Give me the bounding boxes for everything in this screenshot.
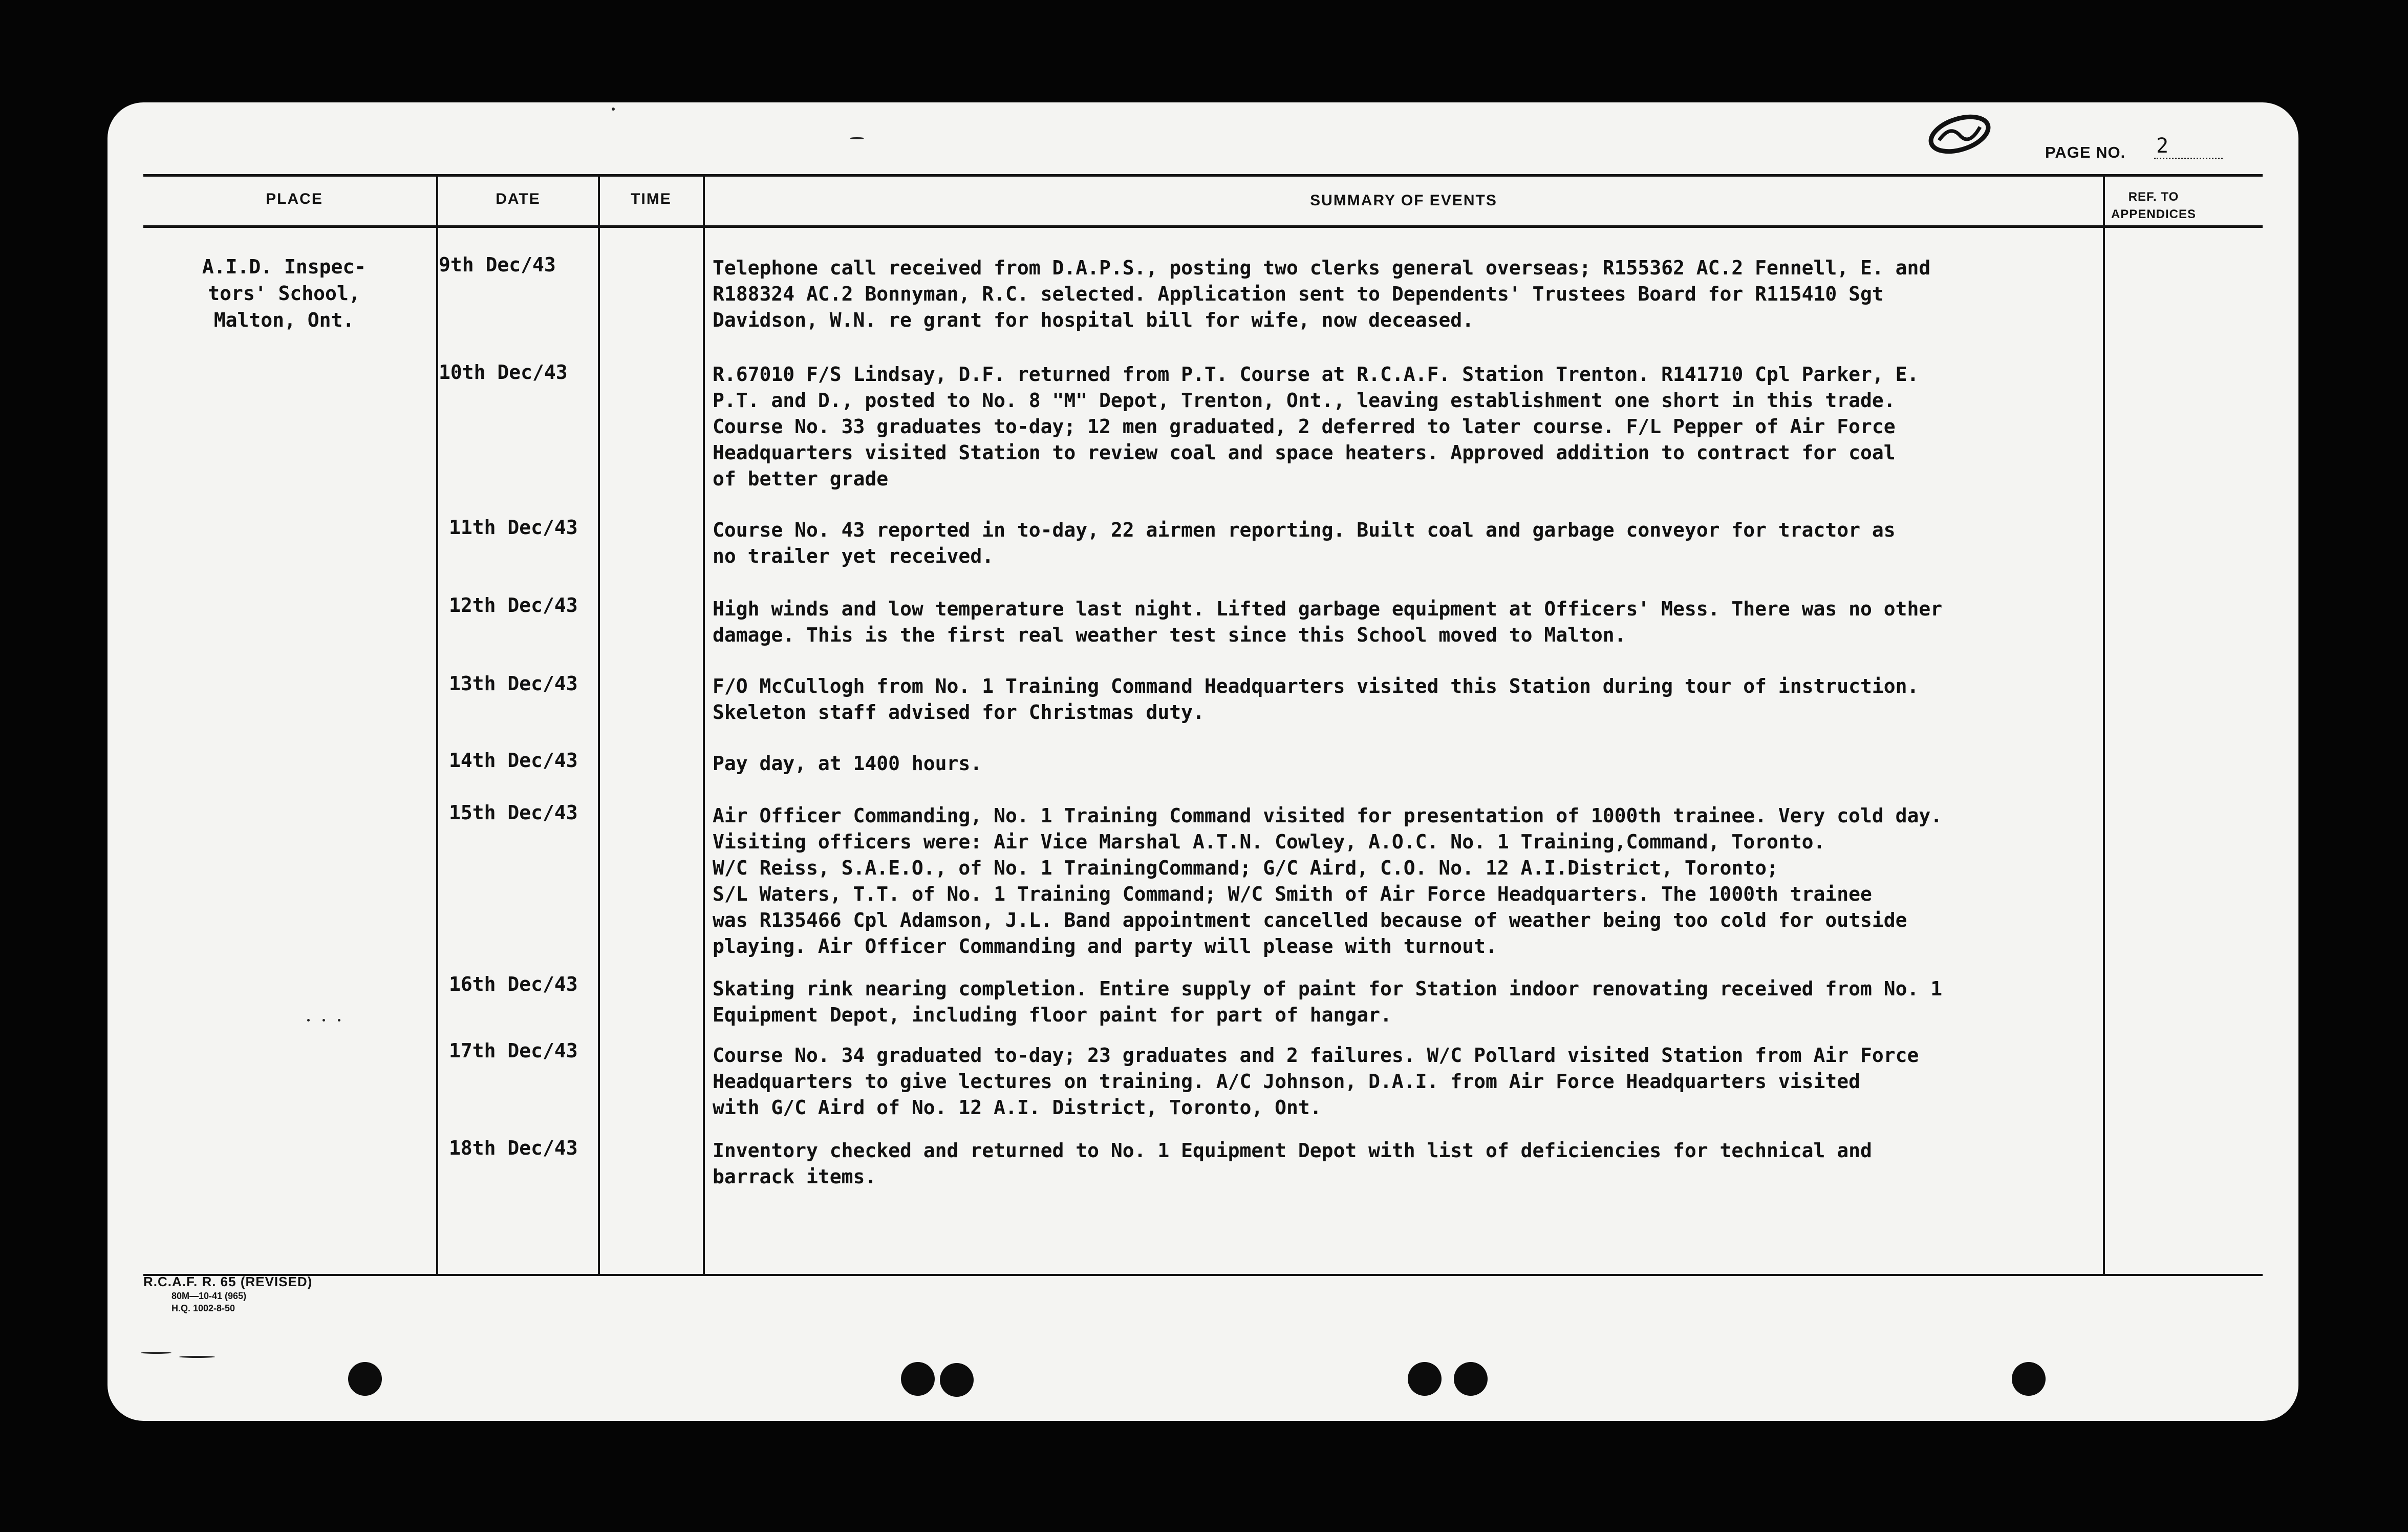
ink-speck	[850, 137, 864, 139]
entry-line: with G/C Aird of No. 12 A.I. District, Toronto, Ont.	[713, 1096, 1322, 1119]
form-id: R.C.A.F. R. 65 (REVISED)	[143, 1274, 313, 1289]
column-divider	[703, 177, 705, 1274]
event-entry	[713, 803, 2113, 960]
entry-line: Course No. 33 graduates to-day; 12 men graduated, 2 deferred to later course. F/L Pepper of Air Force	[713, 415, 1896, 438]
entry-line: Headquarters visited Station to review coal and space heaters. Approved addition to contract for coal	[713, 441, 1896, 464]
event-entry	[713, 1138, 2113, 1190]
ink-speck	[612, 108, 615, 111]
binder-hole-icon	[348, 1362, 382, 1396]
entry-line: Inventory checked and returned to No. 1 Equipment Depot with list of deficiencies for technical and	[713, 1139, 1872, 1162]
entry-date: 15th Dec/43	[449, 801, 578, 824]
binder-hole-icon	[2012, 1362, 2046, 1396]
entry-line: F/O McCullogh from No. 1 Training Command Headquarters visited this Station during tour of instruction.	[713, 675, 1919, 697]
place-cell	[200, 253, 369, 333]
seal-stamp-icon	[1925, 114, 1994, 155]
binder-hole-icon	[940, 1363, 974, 1397]
column-divider	[436, 177, 438, 1274]
event-entry	[713, 976, 2113, 1028]
entry-line: of better grade	[713, 467, 889, 490]
form-hq-code: H.Q. 1002-8-50	[171, 1303, 235, 1313]
event-entry	[713, 1042, 2113, 1121]
entry-line: barrack items.	[713, 1165, 877, 1188]
header-summary: SUMMARY OF EVENTS	[1310, 192, 1497, 209]
entry-line: S/L Waters, T.T. of No. 1 Training Command; W/C Smith of Air Force Headquarters. The 1000th trainee	[713, 883, 1872, 905]
entry-line: Skating rink nearing completion. Entire supply of paint for Station indoor renovating received from No. 1	[713, 977, 1943, 1000]
event-entry	[713, 596, 2113, 648]
header-ref-appendices	[2105, 188, 2202, 223]
entry-line: playing. Air Officer Commanding and party will please with turnout.	[713, 935, 1497, 958]
entry-line: damage. This is the first real weather test since this School moved to Malton.	[713, 624, 1626, 646]
entry-date: 14th Dec/43	[449, 749, 578, 772]
entry-line: High winds and low temperature last night. Lifted garbage equipment at Officers' Mess. There was no other	[713, 598, 1943, 620]
ink-speck	[141, 1352, 171, 1354]
page-no-label: PAGE NO.	[2045, 143, 2126, 161]
entry-line: Headquarters to give lectures on training. A/C Johnson, D.A.I. from Air Force Headquarters visited	[713, 1070, 1861, 1093]
entry-line: Course No. 34 graduated to-day; 23 graduates and 2 failures. W/C Pollard visited Station from Air Force	[713, 1044, 1919, 1067]
header-bottom-rule	[143, 225, 2263, 228]
event-entry	[713, 673, 2113, 726]
ink-speck	[307, 1019, 310, 1022]
entry-date: 18th Dec/43	[449, 1137, 578, 1159]
table-top-rule	[143, 174, 2263, 177]
event-entry	[713, 255, 2113, 333]
binder-hole-icon	[1408, 1362, 1442, 1396]
entry-line: Air Officer Commanding, No. 1 Training Command visited for presentation of 1000th trainee. Very cold day.	[713, 804, 1943, 827]
ink-speck	[179, 1356, 215, 1358]
place-line: tors' School,	[208, 282, 360, 305]
entry-date: 17th Dec/43	[449, 1039, 578, 1062]
page-no-value: 2	[2154, 134, 2223, 159]
entry-line: Skeleton staff advised for Christmas duty.	[713, 701, 1205, 724]
entry-line: R188324 AC.2 Bonnyman, R.C. selected. Application sent to Dependents' Trustees Board for R115410 Sgt	[713, 283, 1884, 305]
form-number	[143, 1274, 312, 1314]
entry-line: R.67010 F/S Lindsay, D.F. returned from P.T. Course at R.C.A.F. Station Trenton. R141710 Cpl Parker, E.	[713, 363, 1919, 386]
header-ref-line1: REF. TO	[2128, 190, 2179, 204]
entry-line: Pay day, at 1400 hours.	[713, 752, 982, 775]
column-divider	[598, 177, 600, 1274]
table-bottom-rule	[143, 1274, 2263, 1276]
entry-date: 10th Dec/43	[439, 361, 568, 384]
entry-date: 13th Dec/43	[449, 672, 578, 695]
header-place: PLACE	[266, 190, 323, 207]
entry-line: Visiting officers were: Air Vice Marshal A.T.N. Cowley, A.O.C. No. 1 Training,Command, Toronto.	[713, 831, 1825, 853]
place-line: A.I.D. Inspec-	[202, 256, 367, 278]
entry-line: Telephone call received from D.A.P.S., posting two clerks general overseas; R155362 AC.2 Fennell, E. and	[713, 257, 1931, 279]
entry-line: was R135466 Cpl Adamson, J.L. Band appointment cancelled because of weather being too cold for outside	[713, 909, 1907, 931]
entry-line: W/C Reiss, S.A.E.O., of No. 1 TrainingCommand; G/C Aird, C.O. No. 12 A.I.District, Toronto;	[713, 857, 1778, 879]
binder-hole-icon	[901, 1362, 935, 1396]
entry-date: 11th Dec/43	[449, 516, 578, 539]
ink-speck	[322, 1019, 325, 1022]
place-line: Malton, Ont.	[213, 309, 355, 331]
entry-line: no trailer yet received.	[713, 545, 994, 567]
entry-date: 12th Dec/43	[449, 594, 578, 616]
form-print-code: 80M—10-41 (965)	[171, 1291, 247, 1301]
entry-line: P.T. and D., posted to No. 8 "M" Depot, Trenton, Ont., leaving establishment one short in this trade.	[713, 389, 1896, 412]
entry-date: 9th Dec/43	[439, 253, 556, 276]
binder-hole-icon	[1454, 1362, 1488, 1396]
entry-line: Davidson, W.N. re grant for hospital bill for wife, now deceased.	[713, 309, 1474, 331]
ink-speck	[338, 1019, 340, 1022]
event-entry	[713, 361, 2113, 492]
entry-line: Course No. 43 reported in to-day, 22 airmen reporting. Built coal and garbage conveyor for tractor as	[713, 519, 1896, 541]
entry-line: Equipment Depot, including floor paint for part of hangar.	[713, 1004, 1392, 1026]
header-ref-line2: APPENDICES	[2111, 207, 2197, 221]
entry-date: 16th Dec/43	[449, 973, 578, 995]
event-entry	[713, 751, 2113, 777]
event-entry	[713, 517, 2113, 569]
header-time: TIME	[631, 190, 672, 207]
header-date: DATE	[496, 190, 541, 207]
